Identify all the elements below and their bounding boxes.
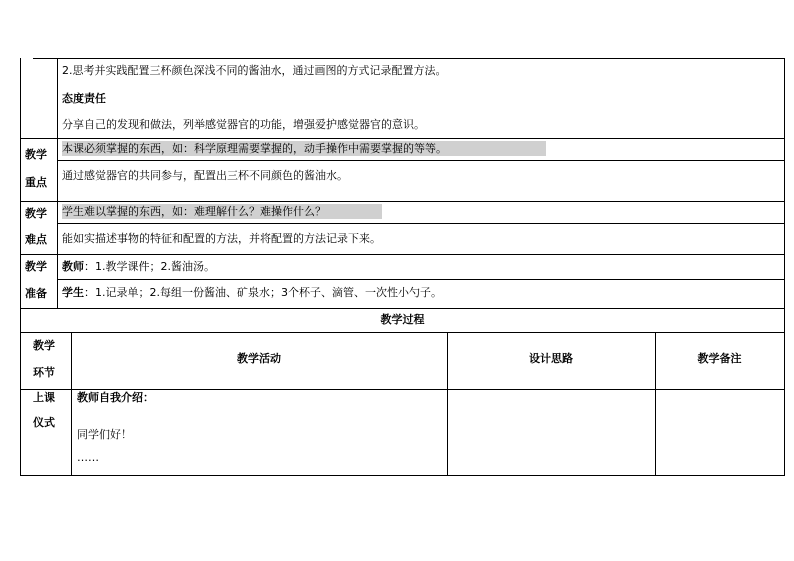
table-border-bottom: [20, 475, 785, 476]
difficulties-text: 能如实描述事物的特征和配置的方法，并将配置的方法记录下来。: [62, 232, 381, 245]
row1-heading: 教师自我介绍：: [77, 391, 154, 404]
row-divider: [57, 279, 785, 280]
stage-header-1: 教学: [33, 339, 55, 352]
key-points-text: 通过感觉器官的共同参与，配置出三杯不同颜色的酱油水。: [62, 169, 348, 182]
difficulties-hint: 学生难以掌握的东西，如：难理解什么？难操作什么？: [62, 205, 326, 218]
attitude-heading: 态度责任: [62, 92, 106, 105]
student-label: 学生: [62, 286, 84, 299]
notes-header: 教学备注: [697, 352, 742, 365]
preparation-label-1: 教学: [25, 260, 47, 273]
teacher-label: 教师: [62, 260, 84, 273]
preparation-teacher-line: [62, 260, 215, 274]
preparation-label-2: 准备: [25, 287, 47, 300]
row-divider: [20, 308, 785, 309]
design-header: 设计思路: [529, 352, 573, 365]
row-divider: [20, 201, 785, 202]
teacher-text: ：1.教学课件；2.酱油汤。: [84, 260, 215, 273]
key-points-hint: 本课必须掌握的东西，如：科学原理需要掌握的，动手操作中需要掌握的等等。: [62, 142, 447, 155]
difficulties-label-1: 教学: [25, 207, 47, 220]
activity-header: 教学活动: [237, 352, 281, 365]
row-divider: [20, 254, 785, 255]
row1-stage-1: 上课: [33, 391, 55, 404]
attitude-text: 分享自己的发现和做法，列举感觉器官的功能，增强爱护感觉器官的意识。: [62, 118, 425, 131]
row1-line-1: 同学们好！: [77, 428, 132, 441]
difficulties-label-2: 难点: [25, 233, 47, 246]
row-divider: [57, 223, 785, 224]
row1-stage-2: 仪式: [33, 416, 55, 429]
row-divider: [57, 160, 785, 161]
process-title: 教学过程: [380, 313, 425, 326]
table-border-right: [784, 58, 785, 476]
key-points-label-2: 重点: [25, 176, 47, 189]
key-points-label-1: 教学: [25, 148, 47, 161]
goal-line-2: 2.思考并实践配置三杯颜色深浅不同的酱油水，通过画图的方式记录配置方法。: [62, 64, 447, 77]
table-border-left: [20, 58, 21, 476]
label-column-divider: [57, 58, 58, 308]
row-divider: [20, 138, 785, 139]
lesson-plan-table: [20, 58, 785, 476]
row-divider: [20, 332, 785, 333]
stage-header-2: 环节: [33, 366, 55, 379]
preparation-student-line: [62, 286, 442, 300]
student-text: ：1.记录单；2.每组一份酱油、矿泉水；3个杯子、滴管、一次性小勺子。: [84, 286, 442, 299]
table-border-top: [33, 58, 785, 59]
row1-line-2: ……: [77, 451, 99, 464]
row-divider: [20, 389, 785, 390]
